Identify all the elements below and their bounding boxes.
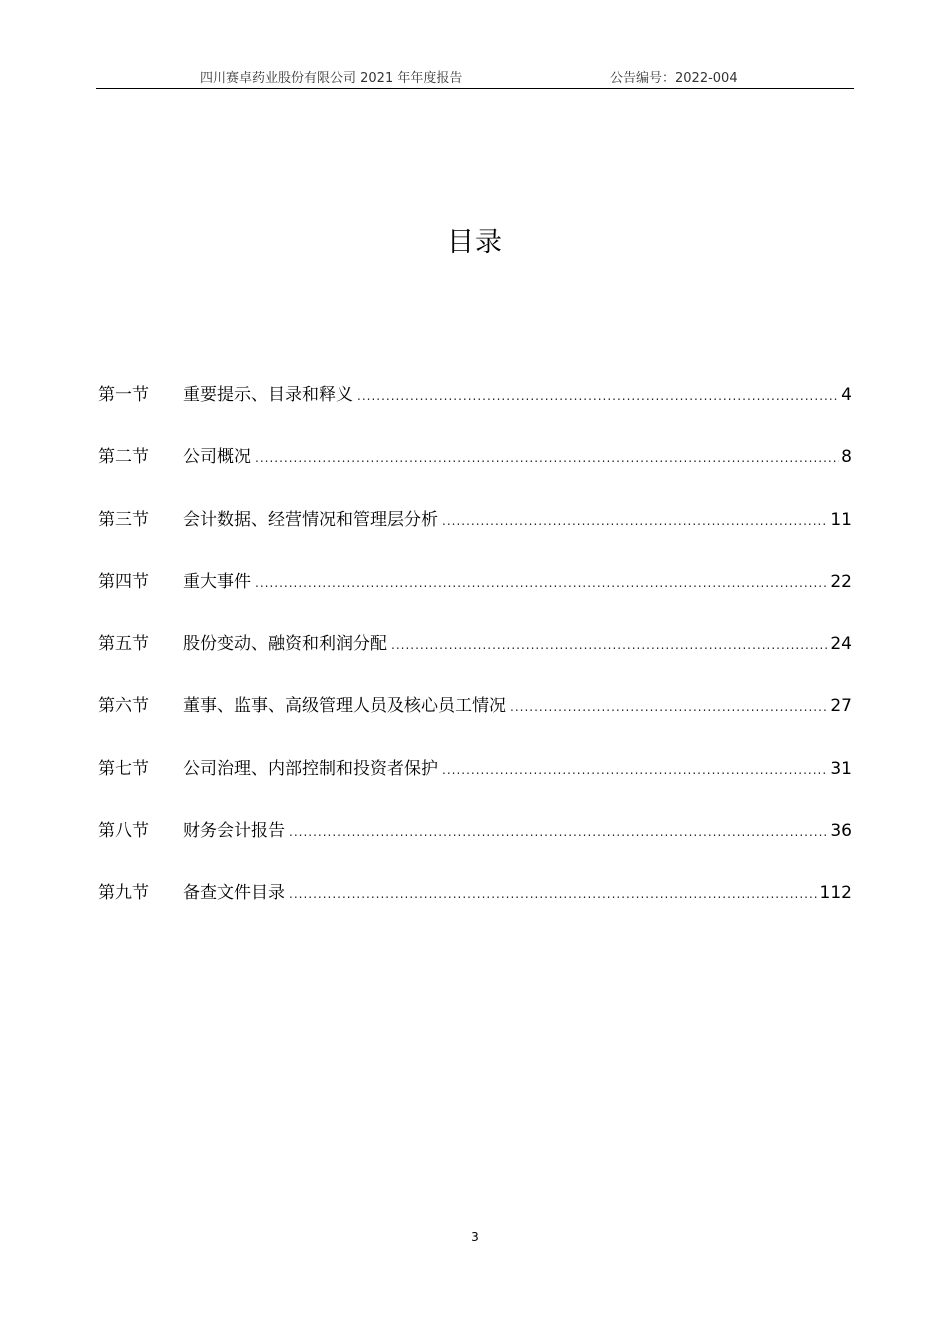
toc-section-title: 重要提示、目录和释义 — [183, 385, 353, 405]
page-title: 目录 — [447, 227, 503, 258]
toc-section-number: 第一节 — [98, 385, 149, 405]
header-notice-number: 公告编号：2022-004 — [610, 71, 738, 86]
toc-entry[interactable] — [98, 816, 852, 878]
toc-dot-leader — [510, 700, 828, 714]
toc-dot-leader — [255, 451, 839, 465]
toc-section-title: 备查文件目录 — [183, 883, 285, 904]
toc-section-title: 公司概况 — [183, 447, 251, 468]
toc-dot-leader — [442, 763, 828, 777]
toc-section-number: 第七节 — [98, 758, 149, 779]
toc-dot-leader — [255, 576, 828, 590]
toc-entry[interactable] — [98, 629, 852, 691]
toc-page-number: 24 — [830, 634, 852, 655]
table-of-contents — [98, 380, 852, 941]
page-header — [96, 66, 854, 89]
toc-page-number: 8 — [841, 447, 852, 468]
toc-section-number: 第二节 — [98, 447, 149, 468]
toc-section-number: 第六节 — [98, 696, 149, 717]
toc-section-number: 第四节 — [98, 571, 149, 592]
toc-entry[interactable] — [98, 691, 852, 753]
toc-page-number: 31 — [830, 758, 852, 779]
toc-entry[interactable] — [98, 380, 852, 442]
toc-page-number: 11 — [830, 509, 852, 530]
toc-section-title: 股份变动、融资和利润分配 — [183, 634, 387, 655]
toc-page-number: 27 — [830, 696, 852, 717]
toc-section-number: 第三节 — [98, 509, 149, 530]
toc-entry[interactable] — [98, 442, 852, 504]
toc-page-number: 36 — [830, 821, 852, 842]
toc-dot-leader — [289, 887, 818, 901]
toc-dot-leader — [391, 638, 828, 652]
toc-section-title: 公司治理、内部控制和投资者保护 — [183, 758, 438, 779]
toc-section-title: 财务会计报告 — [183, 821, 285, 842]
toc-section-number: 第九节 — [98, 883, 149, 904]
toc-entry[interactable] — [98, 505, 852, 567]
toc-entry[interactable] — [98, 567, 852, 629]
toc-section-number: 第八节 — [98, 821, 149, 842]
toc-dot-leader — [289, 825, 828, 839]
toc-dot-leader — [357, 389, 839, 403]
toc-dot-leader — [442, 514, 828, 528]
toc-entry[interactable] — [98, 754, 852, 816]
toc-section-number: 第五节 — [98, 634, 149, 655]
page-number: 3 — [471, 1230, 479, 1244]
header-company-report: 四川赛卓药业股份有限公司 2021 年年度报告 — [200, 71, 463, 86]
toc-page-number: 22 — [830, 571, 852, 592]
toc-section-title: 重大事件 — [183, 571, 251, 592]
toc-page-number: 112 — [819, 883, 852, 904]
toc-section-title: 董事、监事、高级管理人员及核心员工情况 — [183, 696, 506, 717]
toc-entry[interactable] — [98, 878, 852, 940]
toc-page-number: 4 — [841, 385, 852, 405]
toc-section-title: 会计数据、经营情况和管理层分析 — [183, 509, 438, 530]
